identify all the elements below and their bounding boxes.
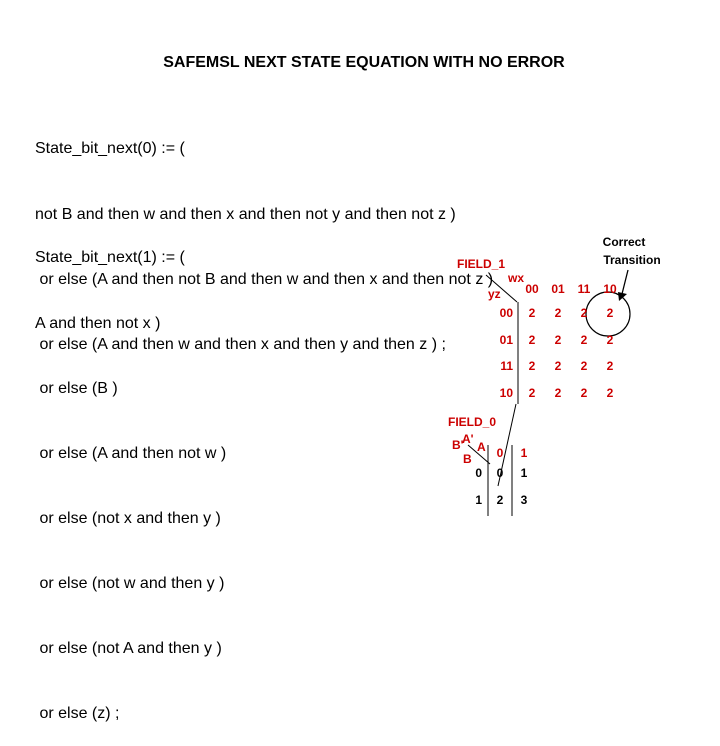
field0-corner-b: B [463,452,472,466]
page-title: SAFEMSL NEXT STATE EQUATION WITH NO ERROR [163,54,565,71]
callout-label-line2: Transition [603,253,661,267]
field0-row-header: 1 [475,493,482,507]
equation-line: or else (not w and then y ) [35,574,225,592]
field1-cell: 2 [554,386,562,400]
field0-cell: 3 [520,493,528,507]
field1-cell: 2 [554,306,562,320]
field0-cell: 1 [520,466,528,480]
field1-cell: 2 [580,333,588,347]
callout-arrow [622,270,628,294]
equation-line: or else (A and then not B and then w and then x and then not z ) [35,270,494,288]
field1-cell: 2 [554,359,562,373]
field0-corner-a-prime: A' [462,432,474,446]
field1-cell: 2 [606,359,614,373]
equation-line: or else (not x and then y ) [35,509,221,527]
field1-cell: 2 [554,333,562,347]
equation-line: or else (not A and then y ) [35,639,222,657]
field1-col-header: 10 [603,282,617,296]
equation-line: or else (A and then not w ) [35,444,227,462]
equation-line: or else (A and then w and then x and then y and then z ) ; [35,335,446,353]
field1-corner-wx: wx [508,271,525,285]
field1-cell: 2 [580,359,588,373]
field0-corner-b-prime: B' [452,438,464,452]
field0-label: FIELD_0 [448,415,497,429]
field1-row-header: 00 [499,306,513,320]
field1-cell: 2 [580,306,588,320]
field1-col-header: 11 [577,282,591,296]
field1-row-header: 11 [500,359,513,373]
callout-arrowhead [618,292,627,301]
field1-col-header: 00 [525,282,539,296]
equation-line: or else (z) ; [35,705,120,723]
field1-cell: 2 [606,386,614,400]
field1-corner-yz: yz [488,287,501,301]
field1-row-header: 10 [499,386,513,400]
equation-line: A and then not x ) [35,314,161,332]
field1-cell: 2 [606,333,614,347]
equation-line: or else (B ) [35,379,118,397]
field0-cell: 2 [496,493,504,507]
equation-line: State_bit_next(0) := ( [35,140,185,158]
field1-row-header: 01 [499,333,513,347]
field0-col-header: 1 [520,446,528,460]
equation-line: State_bit_next(1) := ( [35,249,185,267]
field1-col-header: 01 [551,282,565,296]
field0-row-header: 0 [475,466,482,480]
equation-line: not B and then w and then x and then not y and then not z ) [35,205,456,223]
field1-cell: 2 [528,333,536,347]
field1-cell: 2 [580,386,588,400]
field1-cell: 2 [528,306,536,320]
field1-label: FIELD_1 [457,257,506,271]
field1-cell: 2 [606,306,614,320]
field1-cell: 2 [528,386,536,400]
field0-corner-a: A [477,440,486,454]
field0-col-header: 0 [496,446,504,460]
field0-cell: 0 [496,466,504,480]
callout-label-line1: Correct [602,235,646,249]
field1-cell: 2 [528,359,536,373]
